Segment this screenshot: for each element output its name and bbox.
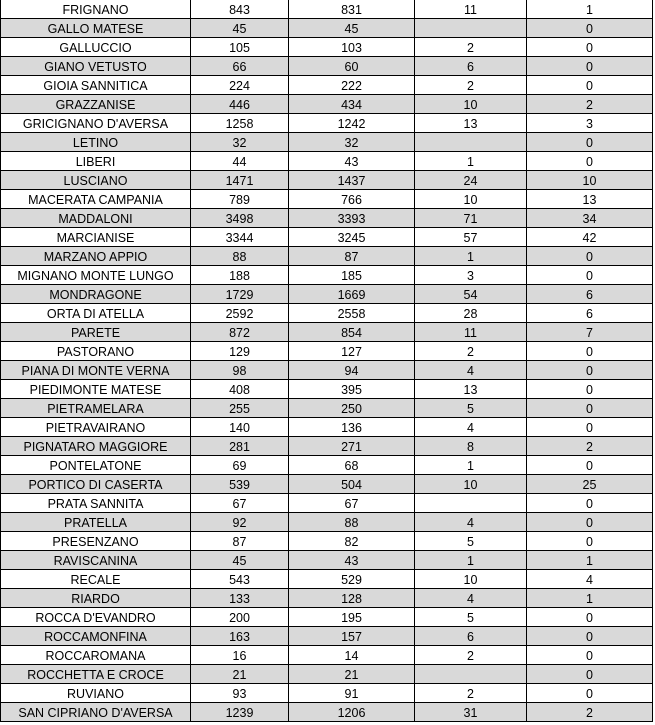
table-row — [1, 570, 653, 589]
table-row — [1, 665, 653, 684]
col-2-cell: 504 — [289, 475, 415, 494]
total-cell: 32 — [191, 133, 289, 152]
col-2-cell: 14 — [289, 646, 415, 665]
comune-cell: MIGNANO MONTE LUNGO — [1, 266, 191, 285]
col-2-cell: 271 — [289, 437, 415, 456]
col-4-cell: 0 — [527, 513, 653, 532]
comune-cell: RIARDO — [1, 589, 191, 608]
table-row — [1, 646, 653, 665]
col-4-cell: 2 — [527, 95, 653, 114]
table-row — [1, 361, 653, 380]
total-cell: 3498 — [191, 209, 289, 228]
table-row — [1, 152, 653, 171]
col-4-cell: 6 — [527, 304, 653, 323]
col-4-cell: 0 — [527, 76, 653, 95]
comune-cell: GALLUCCIO — [1, 38, 191, 57]
comune-cell: MARCIANISE — [1, 228, 191, 247]
comune-cell: LIBERI — [1, 152, 191, 171]
table-row — [1, 456, 653, 475]
col-3-cell: 4 — [415, 361, 527, 380]
col-2-cell: 127 — [289, 342, 415, 361]
col-3-cell — [415, 494, 527, 513]
col-2-cell: 222 — [289, 76, 415, 95]
col-3-cell: 1 — [415, 551, 527, 570]
comune-cell: GALLO MATESE — [1, 19, 191, 38]
col-4-cell: 1 — [527, 589, 653, 608]
col-4-cell: 13 — [527, 190, 653, 209]
col-2-cell: 3393 — [289, 209, 415, 228]
comune-cell: MACERATA CAMPANIA — [1, 190, 191, 209]
col-3-cell: 54 — [415, 285, 527, 304]
col-2-cell: 43 — [289, 551, 415, 570]
col-3-cell: 5 — [415, 532, 527, 551]
col-3-cell: 6 — [415, 57, 527, 76]
col-2-cell: 1437 — [289, 171, 415, 190]
comune-cell: GRICIGNANO D'AVERSA — [1, 114, 191, 133]
col-4-cell: 0 — [527, 266, 653, 285]
col-4-cell: 0 — [527, 684, 653, 703]
col-3-cell: 13 — [415, 114, 527, 133]
total-cell: 21 — [191, 665, 289, 684]
table-row — [1, 190, 653, 209]
table-row — [1, 475, 653, 494]
col-3-cell: 10 — [415, 570, 527, 589]
table-row — [1, 323, 653, 342]
table-row — [1, 627, 653, 646]
total-cell: 67 — [191, 494, 289, 513]
col-4-cell: 0 — [527, 627, 653, 646]
table-row — [1, 589, 653, 608]
total-cell: 408 — [191, 380, 289, 399]
col-3-cell: 28 — [415, 304, 527, 323]
col-3-cell: 3 — [415, 266, 527, 285]
col-2-cell: 82 — [289, 532, 415, 551]
total-cell: 133 — [191, 589, 289, 608]
table-row — [1, 304, 653, 323]
col-3-cell: 11 — [415, 0, 527, 19]
col-4-cell: 0 — [527, 247, 653, 266]
col-2-cell: 94 — [289, 361, 415, 380]
col-2-cell: 43 — [289, 152, 415, 171]
col-2-cell: 68 — [289, 456, 415, 475]
comune-cell: PORTICO DI CASERTA — [1, 475, 191, 494]
col-2-cell: 395 — [289, 380, 415, 399]
col-4-cell: 0 — [527, 133, 653, 152]
table-row — [1, 209, 653, 228]
table-row — [1, 608, 653, 627]
col-3-cell: 1 — [415, 247, 527, 266]
col-3-cell: 2 — [415, 342, 527, 361]
col-2-cell: 60 — [289, 57, 415, 76]
total-cell: 129 — [191, 342, 289, 361]
col-2-cell: 3245 — [289, 228, 415, 247]
col-3-cell: 5 — [415, 399, 527, 418]
total-cell: 539 — [191, 475, 289, 494]
col-4-cell: 0 — [527, 608, 653, 627]
col-2-cell: 32 — [289, 133, 415, 152]
table-row — [1, 399, 653, 418]
total-cell: 87 — [191, 532, 289, 551]
col-3-cell: 4 — [415, 513, 527, 532]
table-row — [1, 342, 653, 361]
col-4-cell: 4 — [527, 570, 653, 589]
col-3-cell: 24 — [415, 171, 527, 190]
comune-cell: GRAZZANISE — [1, 95, 191, 114]
col-3-cell: 57 — [415, 228, 527, 247]
comune-cell: PASTORANO — [1, 342, 191, 361]
comune-cell: PIEDIMONTE MATESE — [1, 380, 191, 399]
col-3-cell: 10 — [415, 95, 527, 114]
total-cell: 789 — [191, 190, 289, 209]
col-4-cell: 10 — [527, 171, 653, 190]
col-3-cell: 2 — [415, 76, 527, 95]
table-row — [1, 380, 653, 399]
table-row — [1, 228, 653, 247]
comune-cell: ORTA DI ATELLA — [1, 304, 191, 323]
comune-cell: LETINO — [1, 133, 191, 152]
total-cell: 16 — [191, 646, 289, 665]
col-2-cell: 854 — [289, 323, 415, 342]
table-row — [1, 0, 653, 19]
total-cell: 446 — [191, 95, 289, 114]
table-row — [1, 285, 653, 304]
total-cell: 188 — [191, 266, 289, 285]
comune-cell: SAN CIPRIANO D'AVERSA — [1, 703, 191, 722]
col-2-cell: 250 — [289, 399, 415, 418]
total-cell: 163 — [191, 627, 289, 646]
col-2-cell: 103 — [289, 38, 415, 57]
comune-cell: PIANA DI MONTE VERNA — [1, 361, 191, 380]
col-4-cell: 1 — [527, 0, 653, 19]
col-4-cell: 3 — [527, 114, 653, 133]
comune-cell: GIANO VETUSTO — [1, 57, 191, 76]
total-cell: 872 — [191, 323, 289, 342]
total-cell: 105 — [191, 38, 289, 57]
total-cell: 1471 — [191, 171, 289, 190]
col-3-cell: 2 — [415, 38, 527, 57]
total-cell: 1729 — [191, 285, 289, 304]
col-4-cell: 25 — [527, 475, 653, 494]
col-4-cell: 0 — [527, 361, 653, 380]
col-2-cell: 434 — [289, 95, 415, 114]
col-4-cell: 0 — [527, 399, 653, 418]
total-cell: 1239 — [191, 703, 289, 722]
table-row — [1, 532, 653, 551]
col-2-cell: 766 — [289, 190, 415, 209]
table-row — [1, 57, 653, 76]
col-2-cell: 136 — [289, 418, 415, 437]
col-4-cell: 0 — [527, 152, 653, 171]
table-row — [1, 38, 653, 57]
table-row — [1, 703, 653, 722]
total-cell: 1258 — [191, 114, 289, 133]
comune-cell: MONDRAGONE — [1, 285, 191, 304]
col-3-cell: 2 — [415, 646, 527, 665]
table-row — [1, 95, 653, 114]
col-2-cell: 1669 — [289, 285, 415, 304]
col-2-cell: 1206 — [289, 703, 415, 722]
comune-cell: ROCCAMONFINA — [1, 627, 191, 646]
col-2-cell: 21 — [289, 665, 415, 684]
comune-cell: PARETE — [1, 323, 191, 342]
col-4-cell: 0 — [527, 38, 653, 57]
col-3-cell: 1 — [415, 456, 527, 475]
table-row — [1, 247, 653, 266]
table-row — [1, 494, 653, 513]
total-cell: 88 — [191, 247, 289, 266]
comune-cell: PIETRAVAIRANO — [1, 418, 191, 437]
col-2-cell: 87 — [289, 247, 415, 266]
col-4-cell: 0 — [527, 19, 653, 38]
comune-cell: MADDALONI — [1, 209, 191, 228]
comune-cell: ROCCAROMANA — [1, 646, 191, 665]
comune-cell: ROCCA D'EVANDRO — [1, 608, 191, 627]
col-3-cell: 8 — [415, 437, 527, 456]
col-2-cell: 831 — [289, 0, 415, 19]
comune-cell: GIOIA SANNITICA — [1, 76, 191, 95]
total-cell: 224 — [191, 76, 289, 95]
total-cell: 45 — [191, 19, 289, 38]
col-2-cell: 67 — [289, 494, 415, 513]
table-row — [1, 171, 653, 190]
total-cell: 98 — [191, 361, 289, 380]
table-row — [1, 114, 653, 133]
table-row — [1, 437, 653, 456]
col-2-cell: 1242 — [289, 114, 415, 133]
col-2-cell: 128 — [289, 589, 415, 608]
table-row — [1, 133, 653, 152]
col-3-cell: 10 — [415, 475, 527, 494]
comune-cell: RAVISCANINA — [1, 551, 191, 570]
col-3-cell: 4 — [415, 589, 527, 608]
table-row — [1, 418, 653, 437]
total-cell: 543 — [191, 570, 289, 589]
total-cell: 44 — [191, 152, 289, 171]
col-2-cell: 91 — [289, 684, 415, 703]
total-cell: 200 — [191, 608, 289, 627]
col-2-cell: 157 — [289, 627, 415, 646]
total-cell: 92 — [191, 513, 289, 532]
col-3-cell: 5 — [415, 608, 527, 627]
total-cell: 2592 — [191, 304, 289, 323]
comune-cell: MARZANO APPIO — [1, 247, 191, 266]
col-4-cell: 0 — [527, 494, 653, 513]
table-row — [1, 266, 653, 285]
total-cell: 3344 — [191, 228, 289, 247]
table-row — [1, 684, 653, 703]
col-3-cell — [415, 19, 527, 38]
col-3-cell: 2 — [415, 684, 527, 703]
total-cell: 255 — [191, 399, 289, 418]
total-cell: 45 — [191, 551, 289, 570]
comune-cell: PRATELLA — [1, 513, 191, 532]
total-cell: 140 — [191, 418, 289, 437]
col-3-cell: 4 — [415, 418, 527, 437]
col-4-cell: 0 — [527, 532, 653, 551]
col-4-cell: 0 — [527, 646, 653, 665]
col-3-cell — [415, 133, 527, 152]
col-4-cell: 42 — [527, 228, 653, 247]
col-2-cell: 45 — [289, 19, 415, 38]
col-4-cell: 0 — [527, 418, 653, 437]
col-2-cell: 2558 — [289, 304, 415, 323]
table-row — [1, 551, 653, 570]
col-3-cell: 10 — [415, 190, 527, 209]
col-3-cell: 31 — [415, 703, 527, 722]
table-row — [1, 513, 653, 532]
col-4-cell: 1 — [527, 551, 653, 570]
comune-cell: PIETRAMELARA — [1, 399, 191, 418]
comune-cell: PRATA SANNITA — [1, 494, 191, 513]
comune-cell: ROCCHETTA E CROCE — [1, 665, 191, 684]
total-cell: 93 — [191, 684, 289, 703]
col-4-cell: 0 — [527, 380, 653, 399]
total-cell: 281 — [191, 437, 289, 456]
col-3-cell: 11 — [415, 323, 527, 342]
col-3-cell — [415, 665, 527, 684]
table-row — [1, 76, 653, 95]
col-2-cell: 195 — [289, 608, 415, 627]
col-2-cell: 88 — [289, 513, 415, 532]
col-3-cell: 6 — [415, 627, 527, 646]
col-4-cell: 2 — [527, 703, 653, 722]
comune-cell: PIGNATARO MAGGIORE — [1, 437, 191, 456]
comune-cell: PRESENZANO — [1, 532, 191, 551]
col-4-cell: 0 — [527, 342, 653, 361]
col-2-cell: 529 — [289, 570, 415, 589]
table-body — [1, 0, 653, 722]
col-4-cell: 6 — [527, 285, 653, 304]
comune-cell: LUSCIANO — [1, 171, 191, 190]
col-4-cell: 0 — [527, 665, 653, 684]
comune-cell: RECALE — [1, 570, 191, 589]
comune-cell: PONTELATONE — [1, 456, 191, 475]
col-4-cell: 0 — [527, 57, 653, 76]
col-4-cell: 7 — [527, 323, 653, 342]
col-4-cell: 34 — [527, 209, 653, 228]
table-row — [1, 19, 653, 38]
col-2-cell: 185 — [289, 266, 415, 285]
col-3-cell: 71 — [415, 209, 527, 228]
total-cell: 69 — [191, 456, 289, 475]
col-4-cell: 0 — [527, 456, 653, 475]
total-cell: 843 — [191, 0, 289, 19]
col-3-cell: 1 — [415, 152, 527, 171]
comune-cell: RUVIANO — [1, 684, 191, 703]
col-3-cell: 13 — [415, 380, 527, 399]
comune-cell: FRIGNANO — [1, 0, 191, 19]
total-cell: 66 — [191, 57, 289, 76]
col-4-cell: 2 — [527, 437, 653, 456]
